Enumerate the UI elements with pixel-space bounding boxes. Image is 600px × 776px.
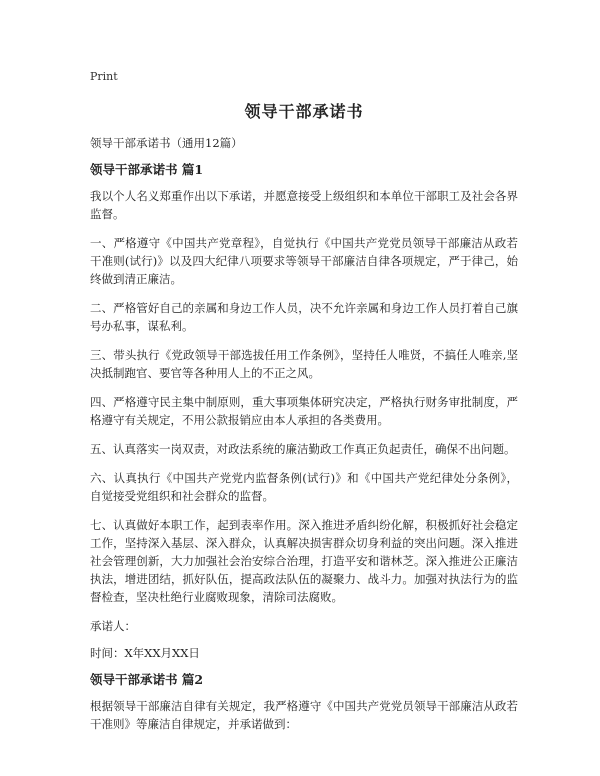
paragraph: 三、带头执行《党政领导干部选拔任用工作条例》，坚持任人唯贤，不搞任人唯亲,坚决抵制跑官、要官等各种用人上的不正之风。 (90, 348, 518, 380)
section-2 (90, 671, 518, 733)
paragraph: 六、认真执行《中国共产党党内监督条例(试行)》和《中国共产党纪律处分条例》，自觉接受党组织和社会群众的监督。 (90, 471, 518, 503)
paragraph: 我以个人名义郑重作出以下承诺，并愿意接受上级组织和本单位干部职工及社会各界监督。 (90, 189, 518, 221)
document-subtitle: 领导干部承诺书（通用12篇） (90, 136, 243, 150)
date-line: 时间：X年XX月XX日 (90, 646, 200, 660)
section-1 (90, 161, 518, 662)
section-heading: 领导干部承诺书 篇1 (90, 162, 204, 177)
section-heading: 领导干部承诺书 篇2 (90, 672, 204, 687)
paragraph: 根据领导干部廉洁自律有关规定，我严格遵守《中国共产党党员领导干部廉洁从政若干准则》等廉洁自律规定，并承诺做到： (90, 699, 518, 731)
document-title: 领导干部承诺书 (244, 102, 364, 121)
print-link[interactable]: Print (90, 70, 118, 83)
paragraph: 四、严格遵守民主集中制原则，重大事项集体研究决定，严格执行财务审批制度，严格遵守有关规定，不用公款报销应由本人承担的各类费用。 (90, 395, 518, 427)
paragraph: 一、严格遵守《中国共产党章程》，自觉执行《中国共产党党员领导干部廉洁从政若干准则(试行)》以及四大纪律八项要求等领导干部廉洁自律各项规定，严于律己，始终做到清正廉洁。 (90, 236, 518, 286)
paragraph: 五、认真落实一岗双责，对政法系统的廉洁勤政工作真正负起责任，确保不出问题。 (90, 442, 516, 456)
signatory-label: 承诺人： (90, 619, 136, 633)
paragraph: 七、认真做好本职工作，起到表率作用。深入推进矛盾纠纷化解，积极抓好社会稳定工作，坚持深入基层、深入群众，认真解决损害群众切身利益的突出问题。深入推进社会管理创新，大力加强社会治安综合治理，打造平安和谐林芝。深入推进公正廉洁执法，增进团结，抓好队伍，提高政法队伍的凝聚力、战斗力。加强对执法行为的监督检查，坚决杜绝行业腐败现象，清除司法腐败。 (90, 518, 518, 604)
paragraph: 二、严格管好自己的亲属和身边工作人员，决不允许亲属和身边工作人员打着自己旗号办私事，谋私利。 (90, 301, 518, 333)
